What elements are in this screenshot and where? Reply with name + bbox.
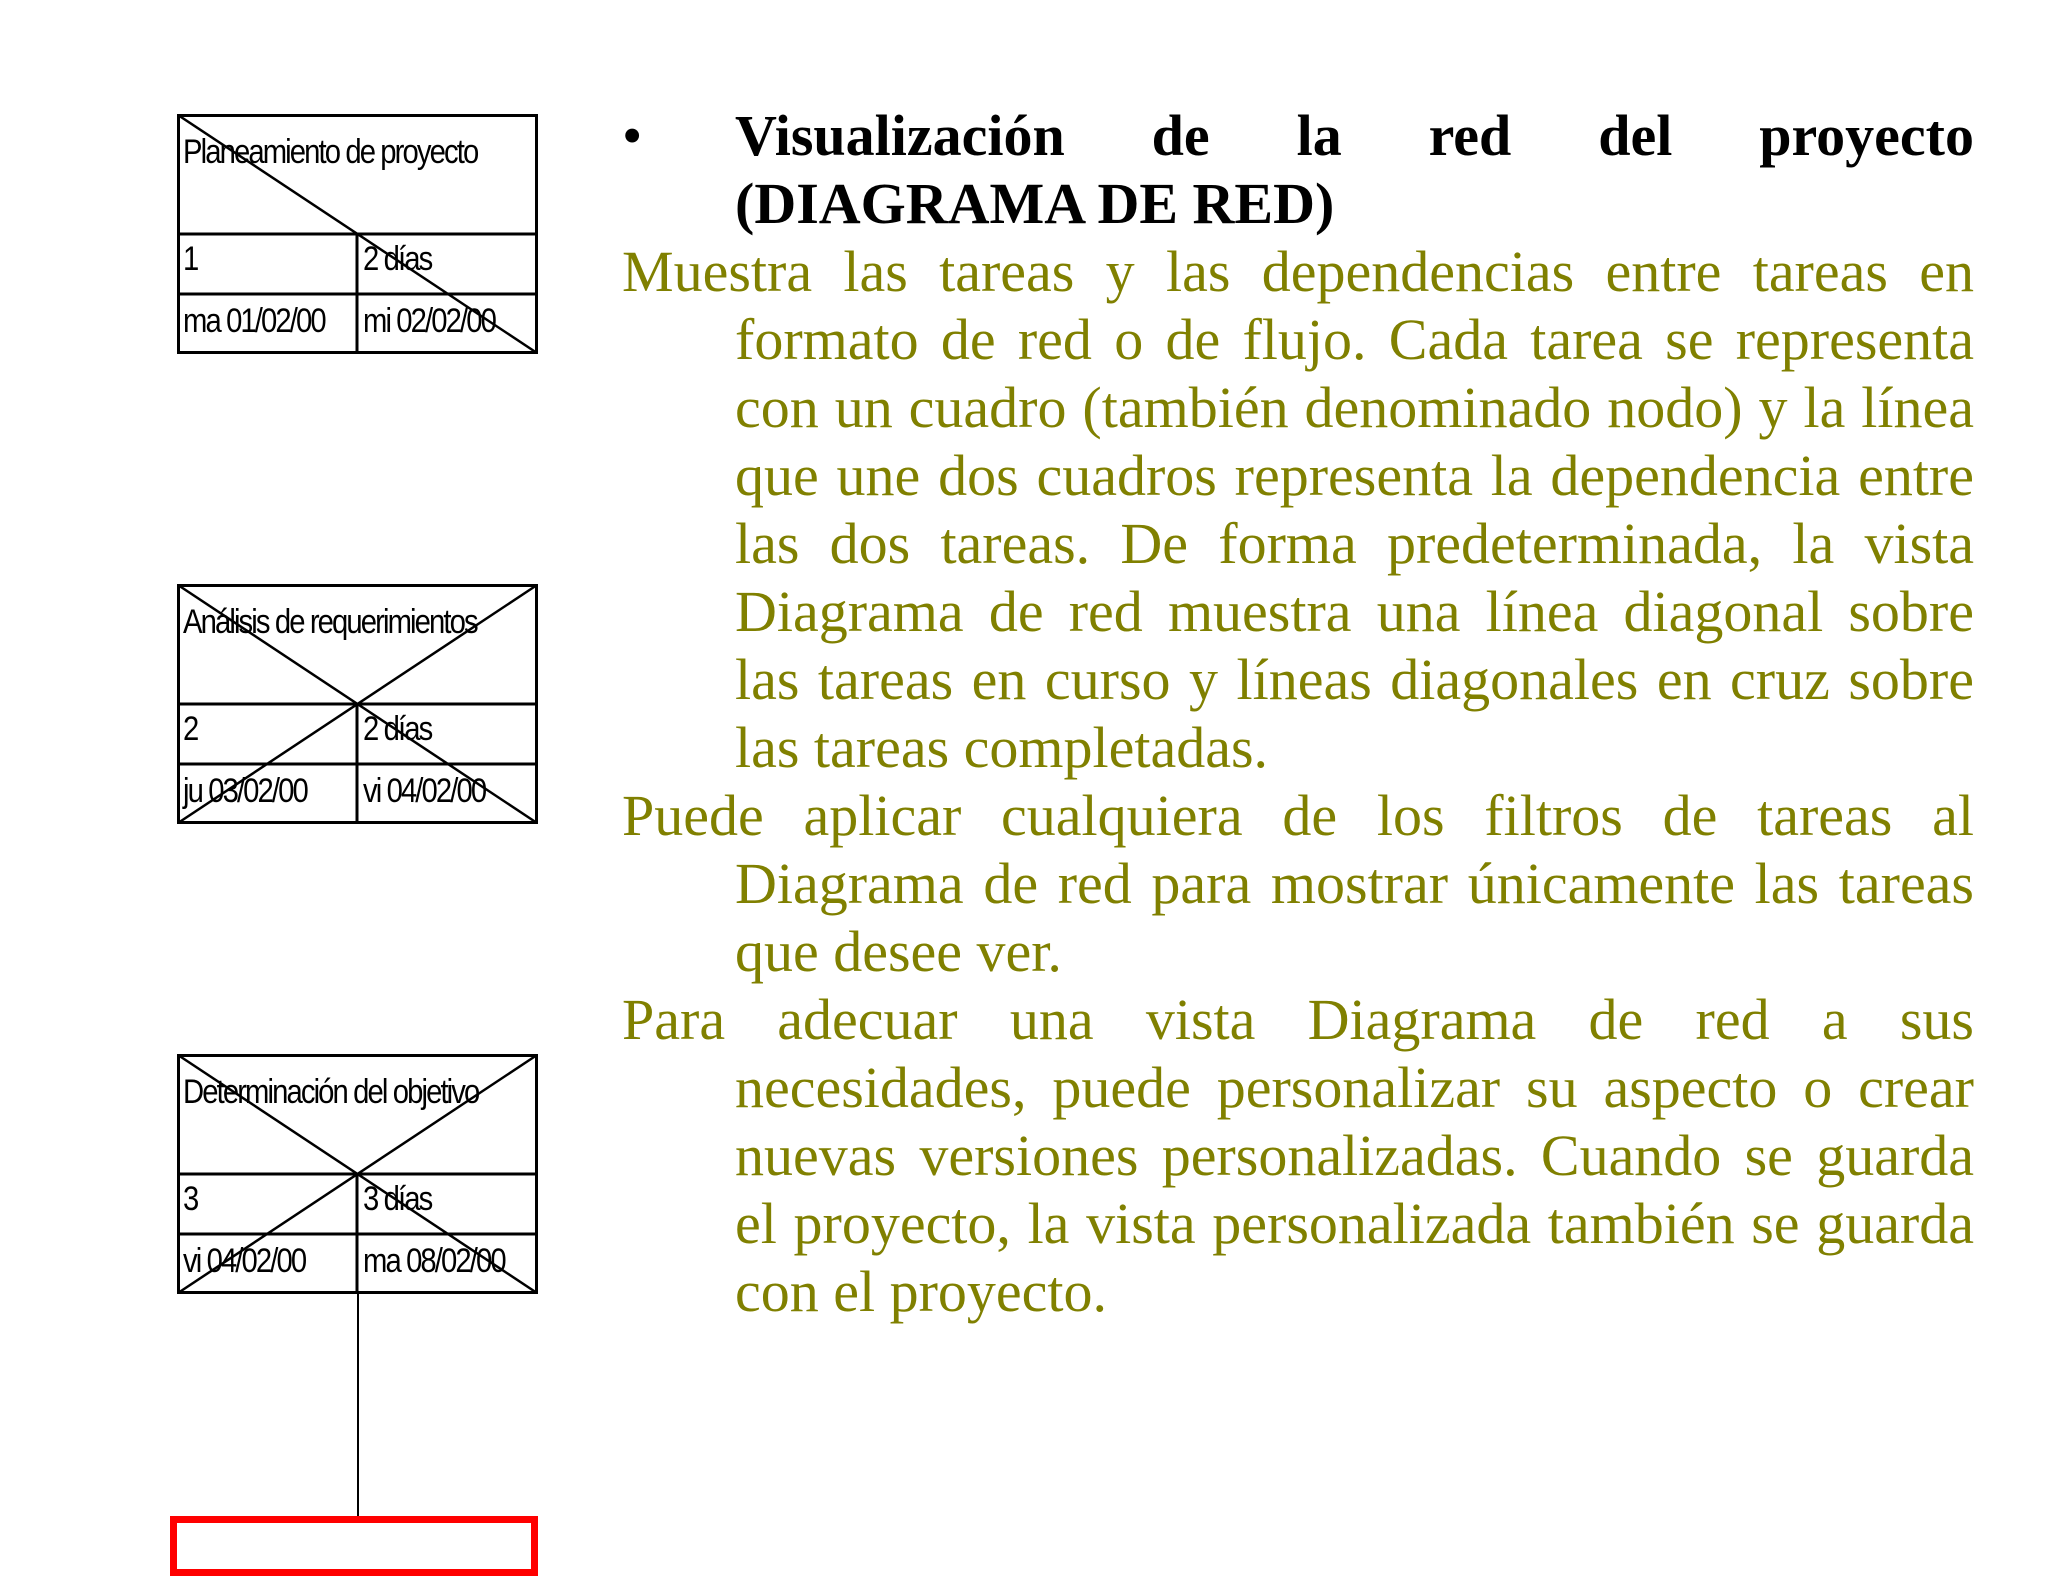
node-task-name: Planeamiento de proyecto xyxy=(183,133,478,171)
node-duration: 3 días xyxy=(363,1180,432,1218)
node-task-id: 3 xyxy=(183,1180,198,1218)
node-start-date: ma 01/02/00 xyxy=(183,302,325,340)
node-task-id: 1 xyxy=(183,240,198,278)
paragraph-3: Para adecuar una vista Diagrama de red a sus necesidades, puede personalizar su aspecto o crear nuevas versiones personalizadas. Cuando se guarda el proyecto, la vista personalizada también se guarda con el proyecto. xyxy=(622,987,1974,1324)
node-start-date: vi 04/02/00 xyxy=(183,1242,306,1280)
node-end-date: mi 02/02/00 xyxy=(363,302,495,340)
dependency-line xyxy=(357,1294,359,1516)
network-node-analisis[interactable] xyxy=(177,584,538,824)
node-task-name: Determinación del objetivo xyxy=(183,1073,479,1111)
critical-network-node[interactable] xyxy=(170,1516,538,1576)
slide-heading xyxy=(622,102,1974,238)
paragraph-2: Puede aplicar cualquiera de los filtros de tareas al Diagrama de red para mostrar únicamente las tareas que desee ver. xyxy=(622,783,1974,984)
network-node-determinacion[interactable] xyxy=(177,1054,538,1294)
node-duration: 2 días xyxy=(363,710,432,748)
node-task-id: 2 xyxy=(183,710,198,748)
node-task-name: Análisis de requerimientos xyxy=(183,603,477,641)
bullet-icon: • xyxy=(622,103,643,168)
slide-text xyxy=(622,102,1974,1326)
node-end-date: ma 08/02/00 xyxy=(363,1242,505,1280)
network-node-planeamiento[interactable] xyxy=(177,114,538,354)
paragraph-1: Muestra las tareas y las dependencias entre tareas en formato de red o de flujo. Cada tarea se representa con un cuadro (también denominado nodo) y la línea que une dos cuadros representa la dependencia entre las dos tareas. De forma predeterminada, la vista Diagrama de red muestra una línea diagonal sobre las tareas en curso y líneas diagonales en cruz sobre las tareas completadas. xyxy=(622,239,1974,780)
node-end-date: vi 04/02/00 xyxy=(363,772,486,810)
node-duration: 2 días xyxy=(363,240,432,278)
heading-text: Visualización de la red del proyecto (DIAGRAMA DE RED) xyxy=(735,103,1974,236)
node-start-date: ju 03/02/00 xyxy=(183,772,307,810)
